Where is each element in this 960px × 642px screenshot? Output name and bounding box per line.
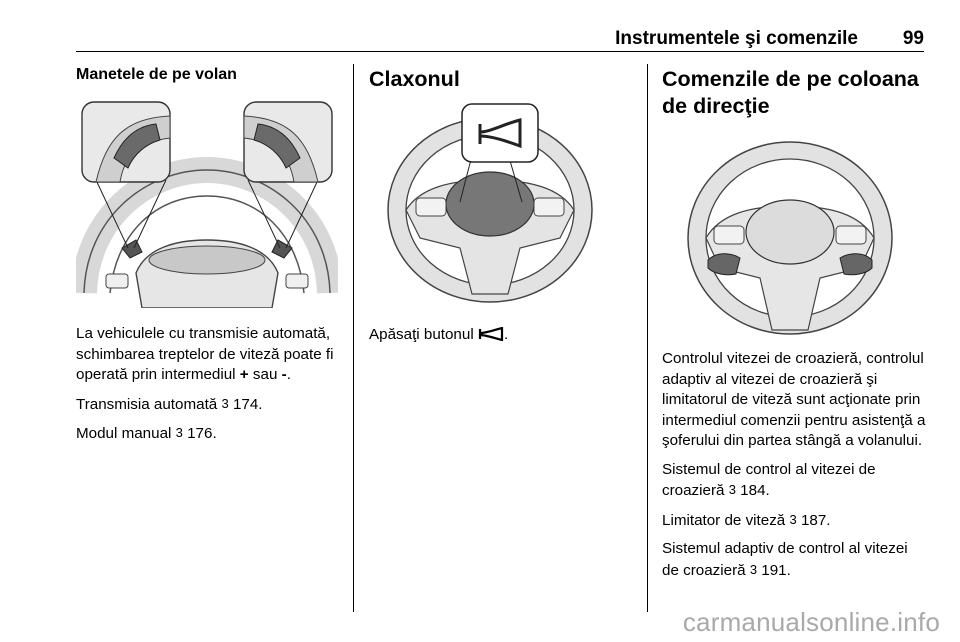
reference-text: Modul manual bbox=[76, 425, 172, 442]
page-reference-icon: 3 bbox=[175, 425, 183, 440]
column-divider bbox=[647, 64, 648, 612]
steering-wheel-column-controls-illustration bbox=[682, 134, 898, 336]
column-divider bbox=[353, 64, 354, 612]
page-reference-icon: 3 bbox=[221, 395, 229, 411]
page-reference[interactable]: 174. bbox=[232, 395, 263, 413]
paragraph-text: La vehiculele cu transmisie automată, schimbarea treptelor de viteză poate fi operată prin intermediul bbox=[76, 325, 334, 383]
column-steering-controls-text bbox=[662, 349, 928, 581]
reference-line bbox=[76, 423, 344, 445]
watermark: carmanualsonline.info bbox=[682, 607, 940, 637]
reference-line bbox=[662, 539, 928, 581]
heading-line: Comenzile de pe coloana bbox=[662, 67, 919, 91]
heading-line: de direcţie bbox=[662, 94, 770, 118]
column-horn bbox=[369, 66, 639, 93]
header-divider bbox=[76, 51, 924, 52]
reference-line bbox=[76, 394, 344, 416]
plus-symbol: + bbox=[239, 366, 249, 383]
section-heading: Manetele de pe volan bbox=[76, 66, 237, 83]
section-heading bbox=[662, 66, 926, 120]
horn-icon bbox=[478, 327, 504, 341]
column-horn-text bbox=[369, 325, 639, 346]
paragraph-text: Apăsaţi butonul bbox=[369, 326, 474, 343]
reference-text: Limitator de viteză bbox=[662, 511, 786, 529]
reference-text: Sistemul de control al vitezei de croazieră bbox=[662, 460, 876, 499]
column-steering-controls bbox=[662, 66, 926, 120]
reference-line bbox=[662, 510, 928, 532]
steering-wheel-horn-illustration bbox=[380, 98, 600, 310]
page-number: 99 bbox=[902, 28, 924, 49]
column-paddles bbox=[76, 66, 344, 84]
paragraph: Controlul vitezei de croazieră, controlul adaptiv al vitezei de croazieră şi limitatorul de viteză sunt acţionate prin intermediul comenzii pentru asistenţă a şoferului din partea stângă a volanului. bbox=[662, 350, 926, 449]
reference-line bbox=[662, 460, 928, 502]
page-reference-icon: 3 bbox=[749, 561, 758, 577]
column-paddles-text bbox=[76, 324, 344, 445]
reference-text: Transmisia automată bbox=[76, 395, 218, 413]
page-header bbox=[76, 24, 924, 50]
minus-symbol: - bbox=[281, 366, 287, 383]
page-reference[interactable]: 187. bbox=[800, 511, 831, 529]
section-heading: Claxonul bbox=[369, 67, 460, 91]
page-reference[interactable]: 176. bbox=[187, 425, 217, 442]
page-reference-icon: 3 bbox=[789, 511, 797, 527]
page-reference[interactable]: 184. bbox=[740, 482, 770, 499]
page-reference-icon: 3 bbox=[728, 482, 736, 497]
paragraph: Apăsaţi butonul . bbox=[369, 326, 509, 343]
conjunction-text: sau bbox=[252, 366, 278, 383]
page-reference[interactable]: 191. bbox=[761, 561, 791, 579]
steering-wheel-paddles-illustration bbox=[76, 98, 338, 308]
period: . bbox=[286, 366, 291, 383]
paragraph bbox=[76, 324, 344, 386]
page-title: Instrumentele şi comenzile bbox=[615, 28, 858, 49]
reference-text: Sistemul adaptiv de control al vitezei de croazieră bbox=[662, 540, 908, 579]
